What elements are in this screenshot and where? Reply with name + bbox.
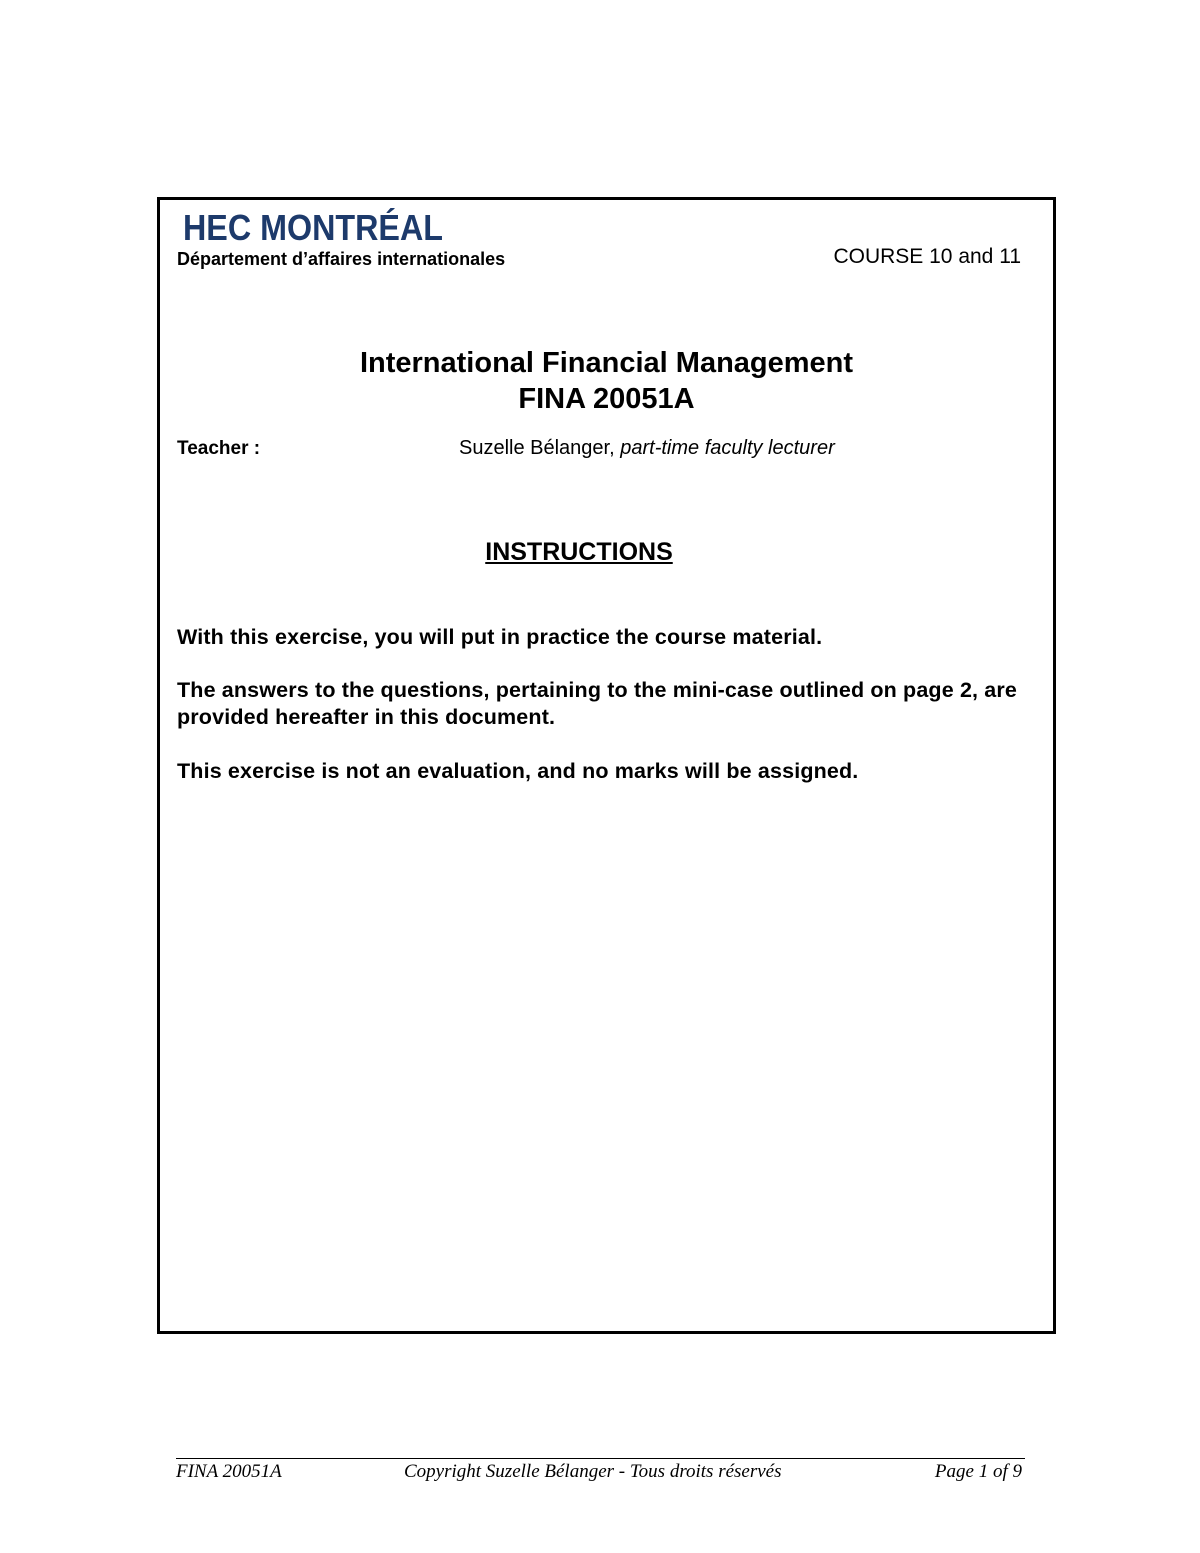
- svg-text:HEC MONTRÉAL: HEC MONTRÉAL: [183, 207, 443, 246]
- course-code: FINA 20051A: [518, 383, 695, 415]
- hec-montreal-logo: [183, 204, 445, 246]
- teacher-info: [459, 437, 835, 460]
- footer-copyright: Copyright Suzelle Bélanger - Tous droits réservés: [404, 1461, 782, 1482]
- instruction-paragraph: This exercise is not an evaluation, and no marks will be assigned.: [177, 759, 859, 783]
- course-title: International Financial Management: [359, 347, 854, 379]
- instruction-paragraph: The answers to the questions, pertaining to the mini-case outlined on page 2, are provided hereafter in this document.: [177, 678, 1018, 729]
- teacher-role: part-time faculty lecturer: [620, 437, 835, 459]
- footer-course-code: FINA 20051A: [176, 1461, 282, 1482]
- department-name: Département d’affaires internationales: [177, 249, 506, 269]
- footer-page-number: Page 1 of 9: [934, 1461, 1022, 1482]
- footer-divider: [176, 1458, 1025, 1459]
- teacher-name: Suzelle Bélanger,: [459, 437, 615, 459]
- teacher-label: Teacher :: [177, 438, 261, 459]
- instruction-paragraph: With this exercise, you will put in practice the course material.: [177, 625, 823, 649]
- course-label: COURSE 10 and 11: [833, 245, 1021, 268]
- instructions-heading: INSTRUCTIONS: [485, 538, 673, 566]
